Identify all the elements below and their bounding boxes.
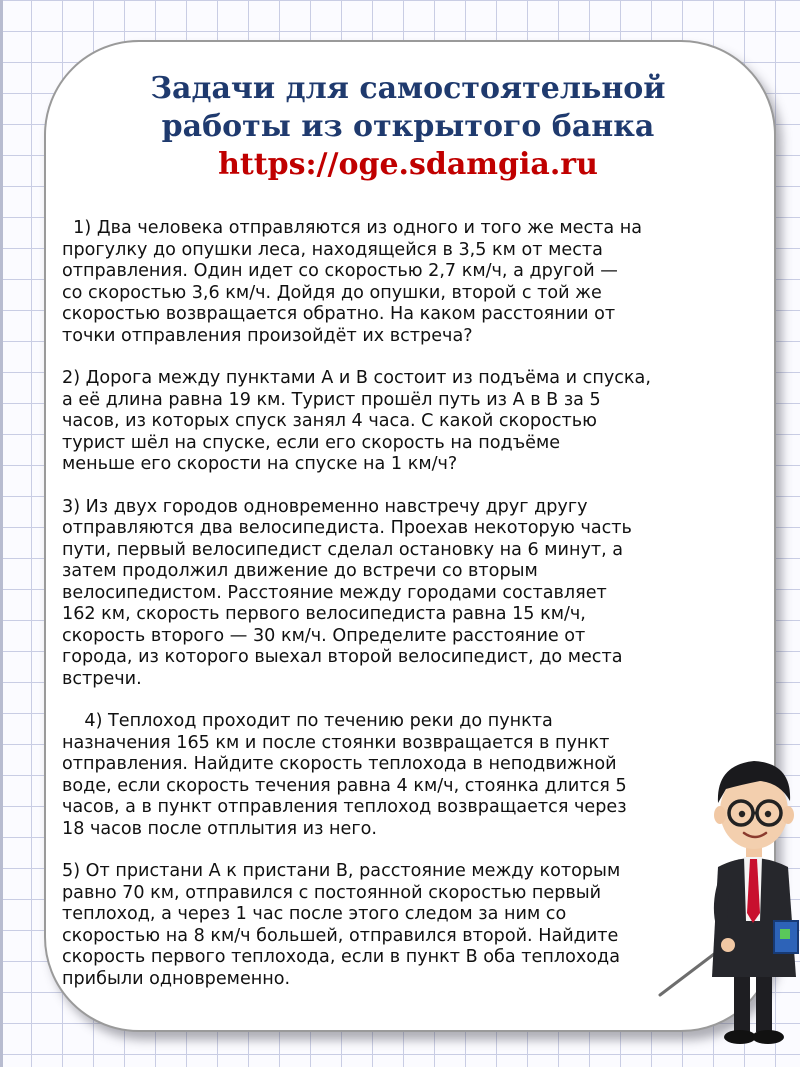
task-line: скорость первого теплохода, если в пункт B оба теплохода — [62, 947, 620, 967]
title-line-2: работы из открытого банка — [161, 109, 655, 144]
task-line: велосипедистом. Расстояние между городами составляет — [62, 582, 607, 603]
task-line: а её длина равна 19 км. Турист прошёл путь из A в B за 5 — [62, 389, 601, 410]
task-line: затем продолжил движение до встречи со вторым — [62, 561, 538, 581]
task-line: воде, если скорость течения равна 4 км/ч, стоянка длится 5 — [62, 775, 627, 796]
task-line: меньше его скорости на спуске на 1 км/ч? — [62, 454, 458, 474]
task-line: точки отправления произойдёт их встреча? — [62, 325, 473, 346]
task-line: отправления. Один идет со скоростью 2,7 км/ч, а другой — — [62, 261, 618, 281]
source-url[interactable]: https://oge.sdamgia.ru — [218, 147, 598, 182]
task-line: турист шёл на спуске, если его скорость на подъёме — [62, 432, 561, 453]
task-line: со скоростью 3,6 км/ч. Дойдя до опушки, второй с той же — [62, 282, 602, 303]
task-line: скорость второго — 30 км/ч. Определите расстояние от — [62, 625, 586, 646]
task-line: 4) Теплоход проходит по течению реки до пункта — [62, 711, 553, 731]
task-3 — [62, 497, 722, 691]
task-line: часов, а в пункт отправления теплоход возвращается через — [62, 797, 627, 817]
task-line: 3) Из двух городов одновременно навстречу друг другу — [62, 496, 588, 517]
task-list — [62, 218, 722, 1011]
task-line: прогулку до опушки леса, находящейся в 3,5 км от места — [62, 239, 603, 260]
task-line: отправления. Найдите скорость теплохода в неподвижной — [62, 754, 617, 774]
task-line: 2) Дорога между пунктами A и B состоит из подъёма и спуска, — [62, 368, 651, 388]
task-5 — [62, 861, 722, 990]
task-1 — [62, 218, 722, 347]
task-line: скоростью возвращается обратно. На каком расстоянии от — [62, 304, 616, 324]
task-4 — [62, 711, 722, 840]
task-line: 1) Два человека отправляются из одного и того же места на — [62, 218, 643, 238]
task-line: города, из которого выехал второй велосипедист, до места — [62, 647, 623, 667]
task-line: встречи. — [62, 668, 142, 689]
task-2 — [62, 368, 722, 476]
task-line: назначения 165 км и после стоянки возвращается в пункт — [62, 732, 610, 753]
task-line: теплоход, а через 1 час после этого следом за ним со — [62, 904, 567, 924]
task-line: отправляются два велосипедиста. Проехав некоторую часть — [62, 518, 632, 538]
task-line: 162 км, скорость первого велосипедиста равна 15 км/ч, — [62, 604, 586, 624]
task-line: часов, из которых спуск занял 4 часа. С какой скоростью — [62, 411, 597, 431]
teacher-with-pointer-icon — [656, 745, 800, 1055]
task-line: 18 часов после отплытия из него. — [62, 818, 377, 839]
title-line-1: Задачи для самостоятельной — [150, 71, 666, 106]
task-line: скоростью на 8 км/ч большей, отправился второй. Найдите — [62, 925, 619, 946]
task-line: прибыли одновременно. — [62, 968, 291, 989]
task-line: равно 70 км, отправился с постоянной скоростью первый — [62, 882, 602, 903]
task-line: пути, первый велосипедист сделал остановку на 6 минут, а — [62, 539, 624, 560]
page-title — [44, 70, 772, 184]
task-line: 5) От пристани A к пристани B, расстояние между которым — [62, 861, 621, 881]
